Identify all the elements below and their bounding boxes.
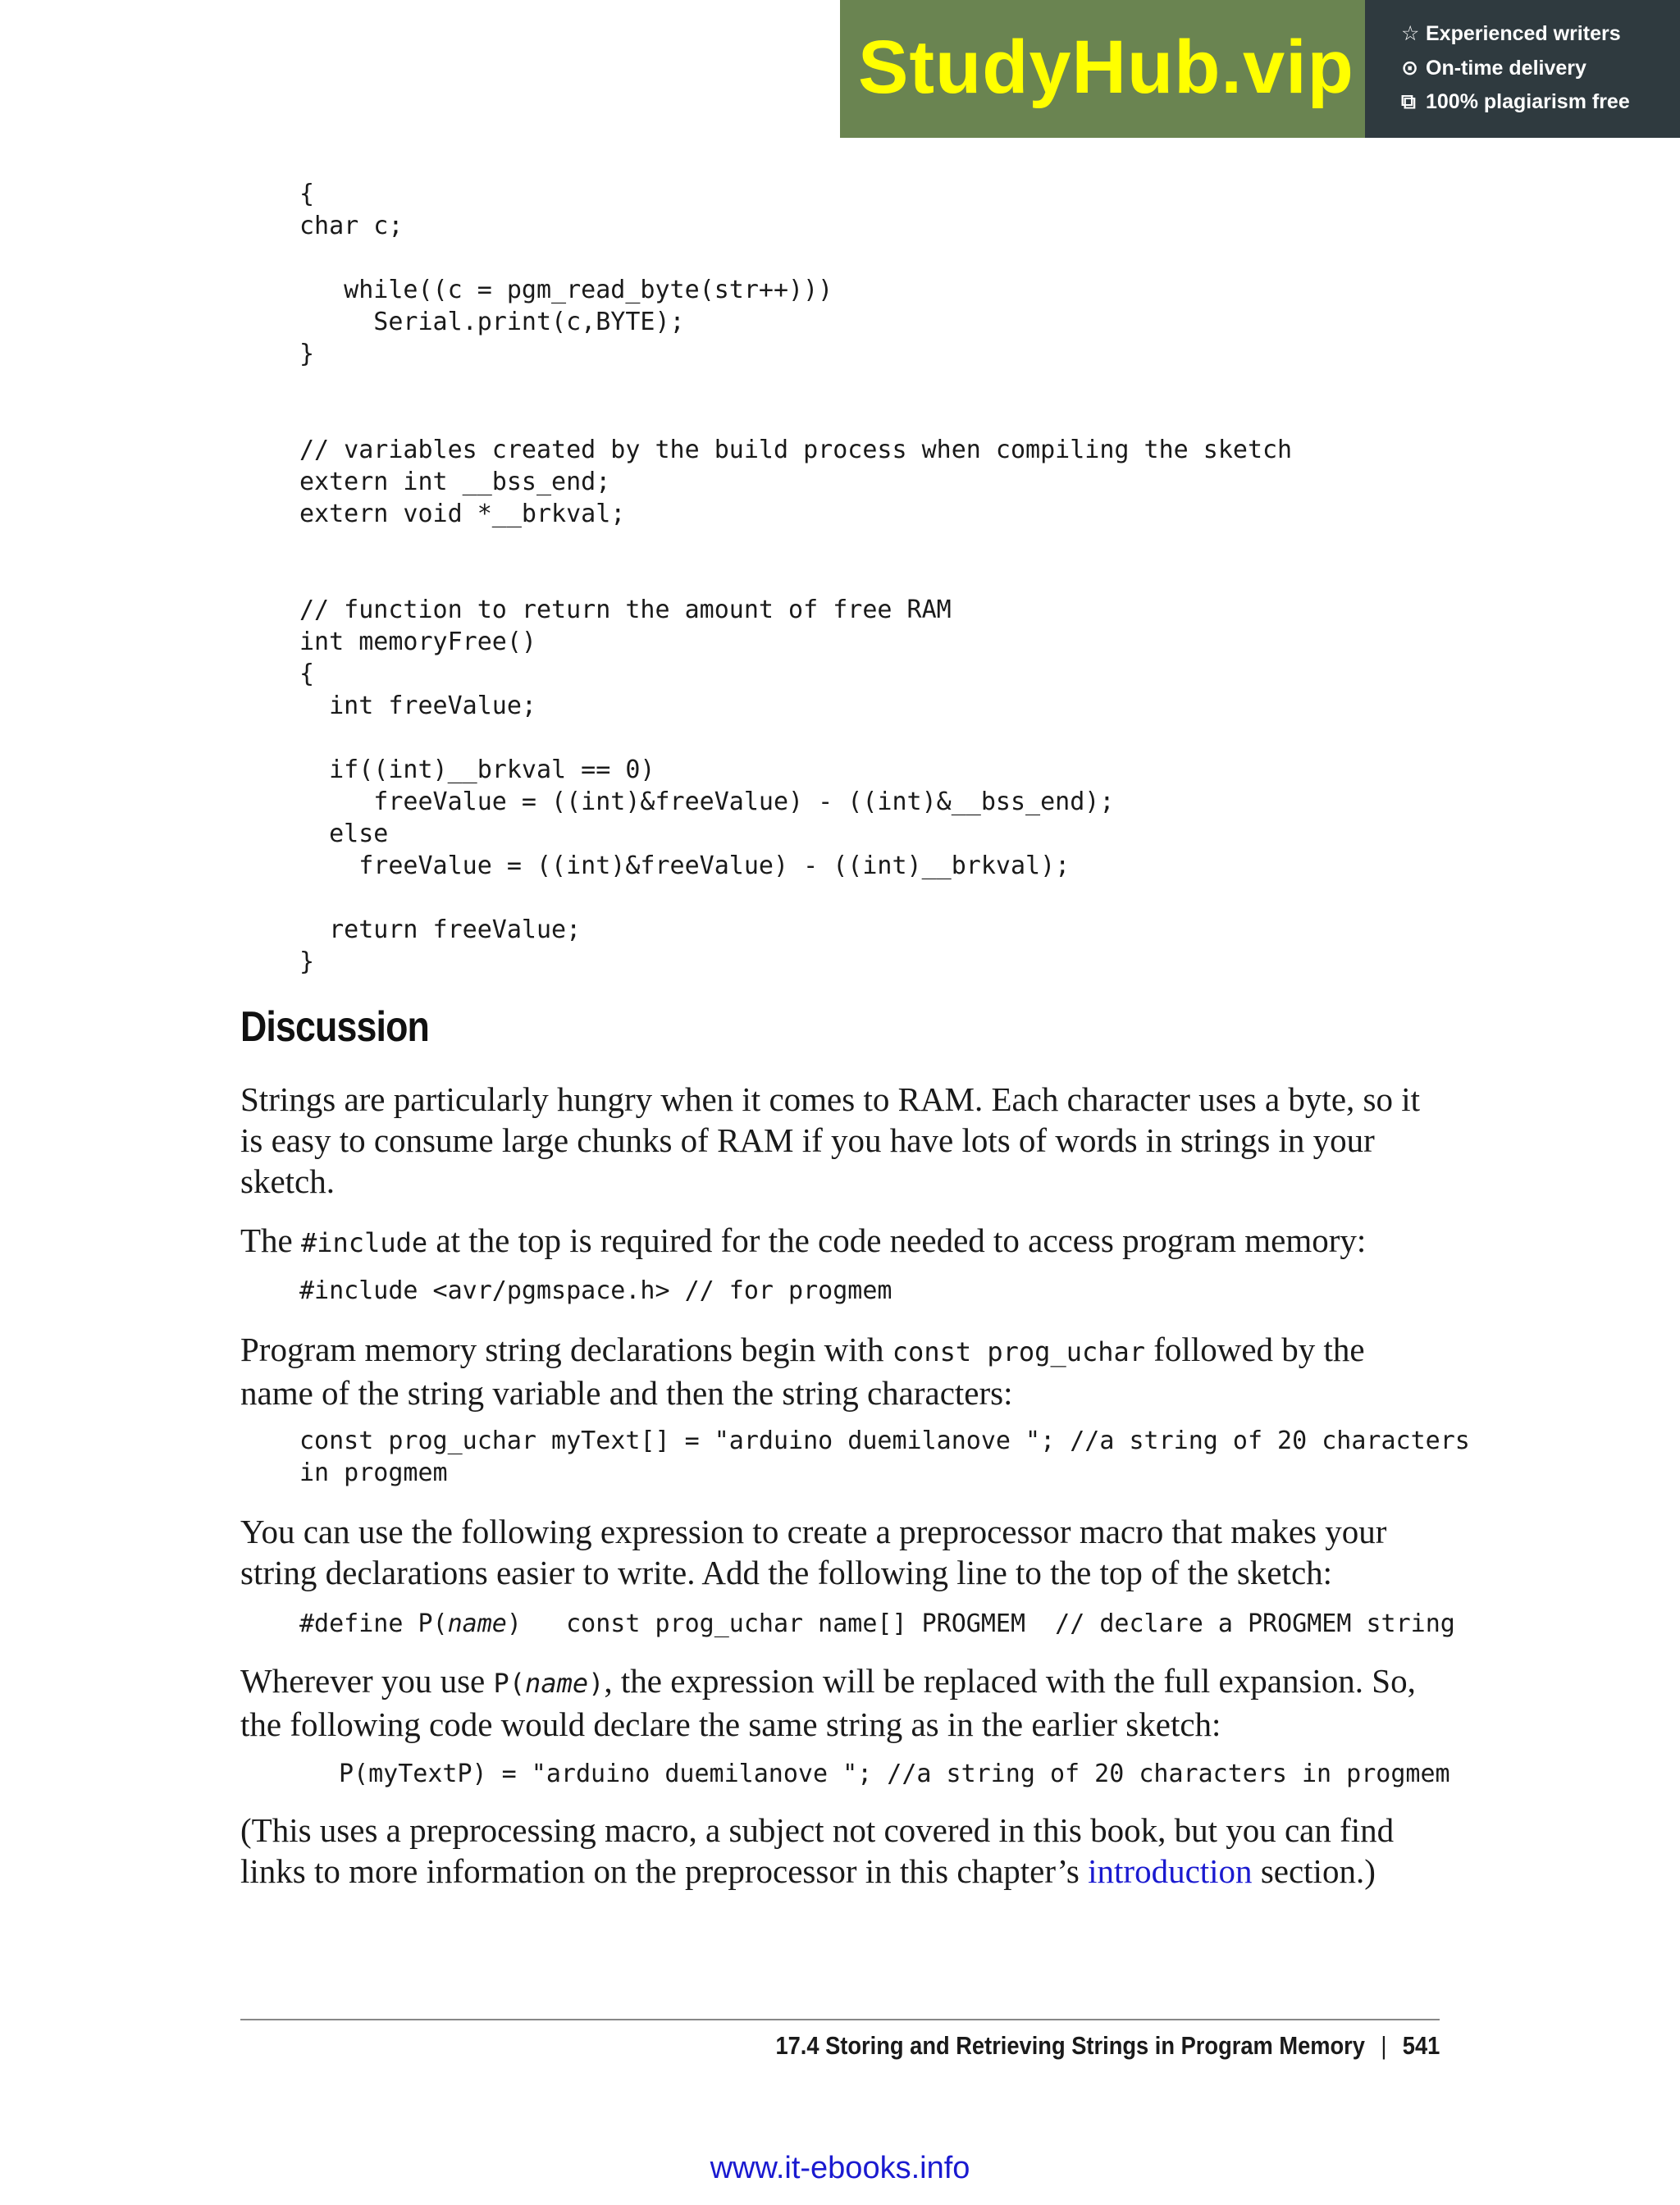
footer-separator: | <box>1381 2031 1387 2060</box>
paragraph-expansion: Wherever you use P(name), the expression will be replaced with the full expansion. So, the following code would declare the same string as in the earlier sketch: <box>240 1662 1416 1743</box>
paragraph-macro: You can use the following expression to create a preprocessor macro that makes your string declarations easier to write. Add the following line to the top of the sketch: <box>240 1513 1387 1591</box>
feature-plagiarism-free: ⧉ 100% plagiarism free <box>1401 90 1630 113</box>
banner-logo-area <box>840 0 1365 138</box>
feature-experienced-writers: ☆ Experienced writers <box>1401 22 1621 45</box>
code-listing: { char c; while((c = pgm_read_byte(str++))) Serial.print(c,BYTE); } // variables created by the build process when compiling the sketch extern int __bss_end; extern void *__brkval; // function to return the amount of free RAM int memoryFree() { int freeValue; if((int)__brkval == 0) freeValue = ((int)&freeValue) - ((int)&__bss_end); else freeValue = ((int)&freeValue) - ((int)__brkval); return freeValue; } <box>299 180 1293 976</box>
copy-icon: ⧉ <box>1401 90 1416 113</box>
footer-divider <box>240 2019 1440 2020</box>
section-heading: Discussion <box>240 1003 429 1051</box>
code-include: #include <avr/pgmspace.h> // for progmem <box>299 1276 892 1305</box>
code-prog-uchar: const prog_uchar myText[] = "arduino duemilanove "; //a string of 20 characters in progmem <box>299 1427 1470 1487</box>
running-footer <box>775 2031 1440 2061</box>
code-define: #define P(name) const prog_uchar name[] PROGMEM // declare a PROGMEM string <box>299 1609 1455 1638</box>
code-example: P(myTextP) = "arduino duemilanove "; //a string of 20 characters in progmem <box>339 1760 1450 1788</box>
paragraph-strings-ram: Strings are particularly hungry when it comes to RAM. Each character uses a byte, so it is easy to consume large chunks of RAM if you have lots of words in strings in your sketch. <box>240 1080 1421 1200</box>
feature-on-time-delivery: ⊙ On-time delivery <box>1401 57 1586 80</box>
footer-section-title: 17.4 Storing and Retrieving Strings in Program Memory <box>775 2031 1365 2060</box>
clock-icon: ⊙ <box>1401 57 1418 80</box>
studyhub-banner[interactable] <box>840 0 1680 138</box>
paragraph-include: The #include at the top is required for the code needed to access program memory: <box>240 1221 1367 1259</box>
page-number: 541 <box>1402 2031 1440 2060</box>
paragraph-preprocessor: (This uses a preprocessing macro, a subject not covered in this book, but you can find links to more information on the preprocessor in this chapter’s introduction section.) <box>240 1811 1395 1890</box>
source-watermark[interactable]: www.it-ebooks.info <box>710 2151 970 2185</box>
star-icon: ☆ <box>1401 22 1420 45</box>
paragraph-progmem-declarations: Program memory string declarations begin with const prog_uchar followed by the name of the string variable and then the string characters: <box>240 1331 1365 1412</box>
introduction-link[interactable]: introduction <box>1088 1852 1253 1890</box>
inline-code: const prog_uchar <box>892 1336 1146 1367</box>
studyhub-logo[interactable]: StudyHub.vip <box>858 25 1354 109</box>
inline-code: #include <box>301 1227 428 1258</box>
